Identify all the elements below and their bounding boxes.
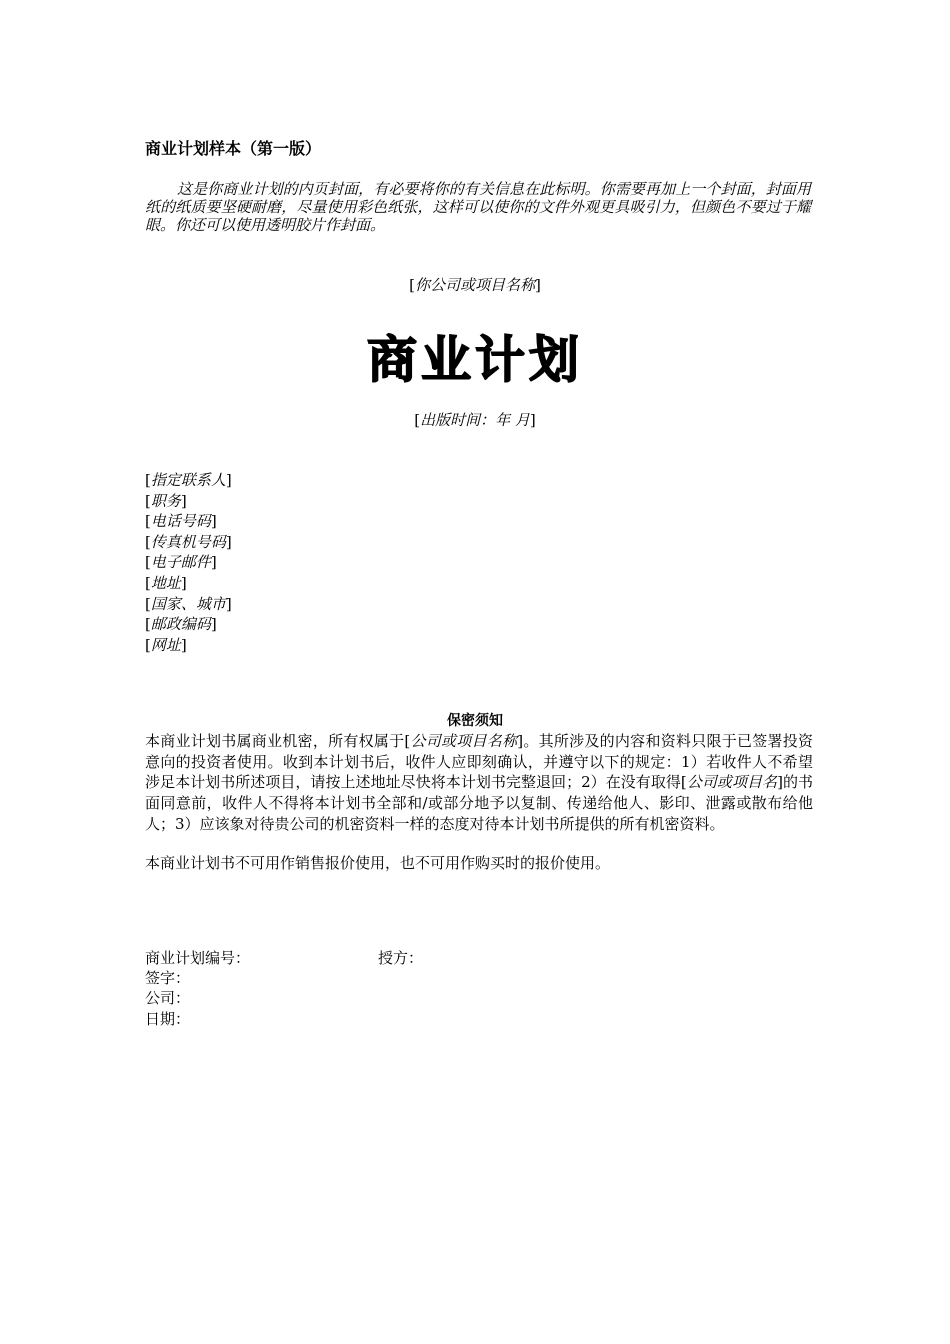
contact-line: [国家、城市]	[145, 594, 232, 613]
company-name-text: 你公司或项目名称	[414, 276, 535, 294]
contact-line: [职务]	[145, 491, 187, 510]
signature-block	[145, 948, 645, 1029]
contact-line: [电话号码]	[145, 512, 217, 531]
document-heading: 商业计划样本（第一版）	[145, 139, 322, 158]
contact-info-block	[145, 470, 232, 655]
notice-company-placeholder: 公司或项目名称	[410, 732, 518, 750]
notice-company-placeholder: 公司或项目名	[686, 773, 778, 792]
company-label: 公司：	[145, 989, 191, 1008]
signature-row	[145, 968, 645, 988]
signature-row	[145, 948, 645, 968]
company-name-placeholder: [你公司或项目名称]	[409, 276, 541, 294]
confidentiality-notice-title: 保密须知	[447, 713, 503, 729]
publication-date-text: 出版时间：年 月	[420, 411, 530, 429]
notice-text: 本商业计划书属商业机密，所有权属于[	[145, 732, 411, 750]
notice-text: ]。其所涉及的内容和资料只限于已签署投资意向的投资者使用。收到本计划书后，收件人应即刻确认，并遵守以下的规定：1）若收件人不希望涉足本计划书所述项目，请按上述地址尽快将本计划书完整退回；2）在没有取得[	[145, 732, 814, 792]
phone-placeholder: 电话号码	[150, 512, 211, 531]
cover-title: 商业计划	[367, 331, 583, 389]
notice-text: ]的书面同意前，收件人不得将本计划书全部和/或部分地予以复制、传递给他人、影印、泄露或散布给他人；3）应该象对待贵公司的机密资料一样的态度对待本计划书所提供的所有机密资料。	[145, 773, 813, 833]
intro-paragraph: 这是你商业计划的内页封面，有必要将你的有关信息在此标明。你需要再加上一个封面，封面用纸的纸质要坚硬耐磨，尽量使用彩色纸张，这样可以使你的文件外观更具吸引力，但颜色不要过于耀眼。你还可以使用透明胶片作封面。	[145, 180, 811, 234]
publication-date-placeholder: [出版时间：年 月]	[414, 411, 536, 429]
contact-line: [地址]	[145, 573, 187, 592]
signature-label: 签字：	[145, 969, 191, 988]
fax-placeholder: 传真机号码	[150, 532, 226, 551]
contact-line: [邮政编码]	[145, 615, 217, 634]
notice-paragraph	[145, 731, 813, 835]
grantee-label: 授方：	[378, 949, 424, 967]
plan-number-label: 商业计划编号：	[145, 949, 251, 967]
country-city-placeholder: 国家、城市	[150, 594, 226, 613]
job-title-placeholder: 职务	[150, 491, 181, 510]
date-label: 日期：	[145, 1009, 191, 1028]
notice-paragraph: 本商业计划书不可用作销售报价使用，也不可用作购买时的报价使用。	[145, 853, 611, 872]
postal-code-placeholder: 邮政编码	[150, 615, 211, 634]
contact-line: [电子邮件]	[145, 553, 217, 572]
confidentiality-notice-body	[145, 731, 813, 873]
signature-row	[145, 988, 645, 1008]
website-placeholder: 网址	[150, 635, 181, 654]
contact-line: [网址]	[145, 635, 187, 654]
contact-line: [传真机号码]	[145, 532, 232, 551]
contact-person-placeholder: 指定联系人	[150, 471, 226, 489]
email-placeholder: 电子邮件	[150, 553, 211, 572]
address-placeholder: 地址	[150, 573, 181, 592]
signature-row	[145, 1009, 645, 1029]
contact-line: [指定联系人]	[145, 471, 232, 489]
